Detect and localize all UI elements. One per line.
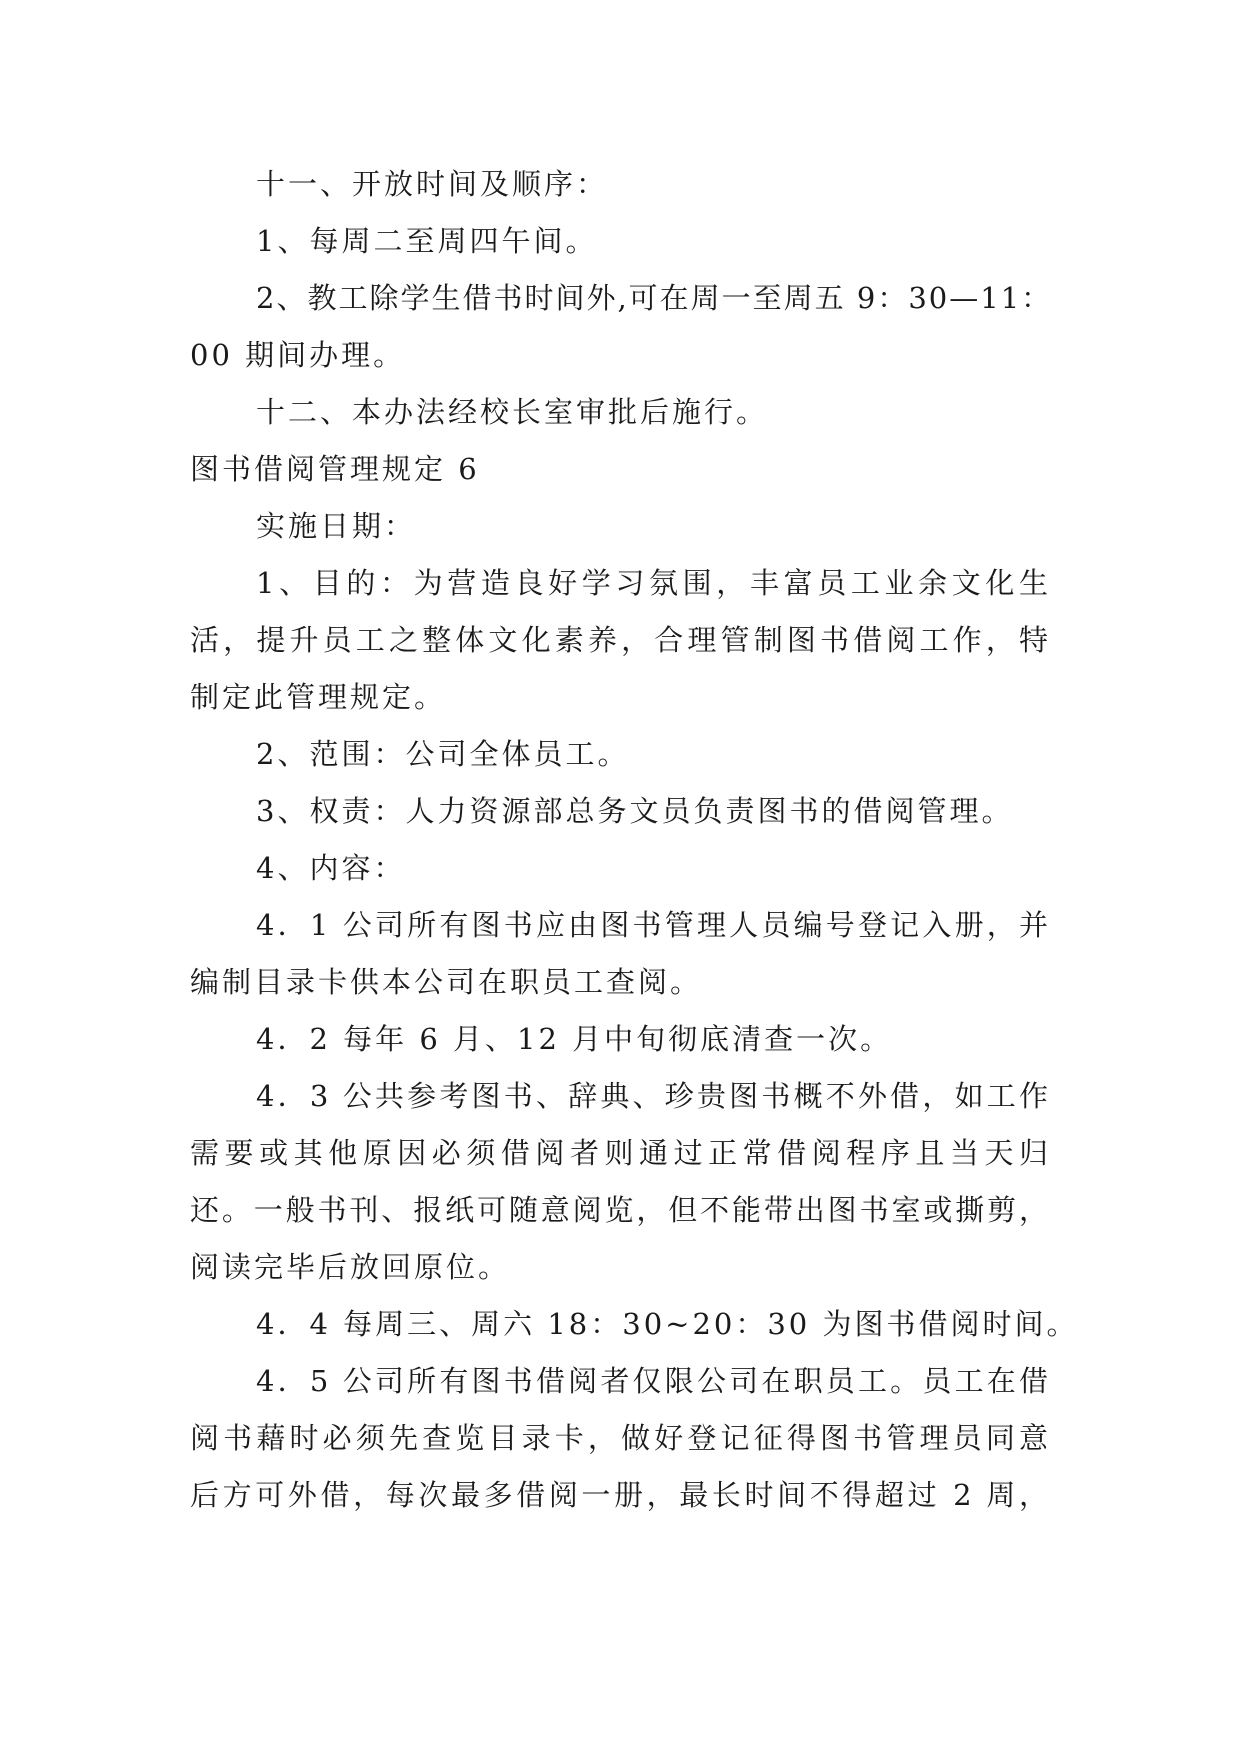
paragraph-line: 2、范围：公司全体员工。 xyxy=(256,737,630,771)
paragraph-line: 3、权责：人力资源部总务文员负责图书的借阅管理。 xyxy=(256,794,1014,828)
paragraph-line: 实施日期： xyxy=(256,509,417,543)
section-heading-eleven: 十一、开放时间及顺序： xyxy=(256,167,609,201)
paragraph-line: 4．5 公司所有图书借阅者仅限公司在职员工。员工在借 xyxy=(256,1364,1050,1398)
paragraph-line: 4．2 每年 6 月、12 月中旬彻底清查一次。 xyxy=(256,1022,893,1056)
paragraph-line: 制定此管理规定。 xyxy=(190,680,447,714)
paragraph-line: 1、目的：为营造良好学习氛围，丰富员工业余文化生 xyxy=(256,566,1050,600)
paragraph-line: 2、教工除学生借书时间外,可在周一至周五 9：30—11： xyxy=(256,281,1053,315)
paragraph-line: 活，提升员工之整体文化素养，合理管制图书借阅工作，特 xyxy=(190,623,1050,657)
paragraph-line: 需要或其他原因必须借阅者则通过正常借阅程序且当天归 xyxy=(190,1136,1050,1170)
paragraph-line: 编制目录卡供本公司在职员工查阅。 xyxy=(190,965,703,999)
paragraph-line: 阅读完毕后放回原位。 xyxy=(190,1250,511,1284)
paragraph-line: 1、每周二至周四午间。 xyxy=(256,224,598,258)
paragraph-line: 后方可外借，每次最多借阅一册，最长时间不得超过 2 周， xyxy=(190,1478,1050,1512)
paragraph-line: 4．3 公共参考图书、辞典、珍贵图书概不外借，如工作 xyxy=(256,1079,1050,1113)
paragraph-line: 00 期间办理。 xyxy=(190,338,406,372)
paragraph-line: 还。一般书刊、报纸可随意阅览，但不能带出图书室或撕剪， xyxy=(190,1193,1050,1227)
paragraph-line: 阅书藉时必须先查览目录卡，做好登记征得图书管理员同意 xyxy=(190,1421,1050,1455)
paragraph-line: 4．1 公司所有图书应由图书管理人员编号登记入册，并 xyxy=(256,908,1050,942)
document-title: 图书借阅管理规定 6 xyxy=(190,452,480,486)
section-heading-twelve: 十二、本办法经校长室审批后施行。 xyxy=(256,395,769,429)
paragraph-line: 4．4 每周三、周六 18：30~20：30 为图书借阅时间。 xyxy=(256,1307,1079,1341)
paragraph-line: 4、内容： xyxy=(256,851,406,885)
